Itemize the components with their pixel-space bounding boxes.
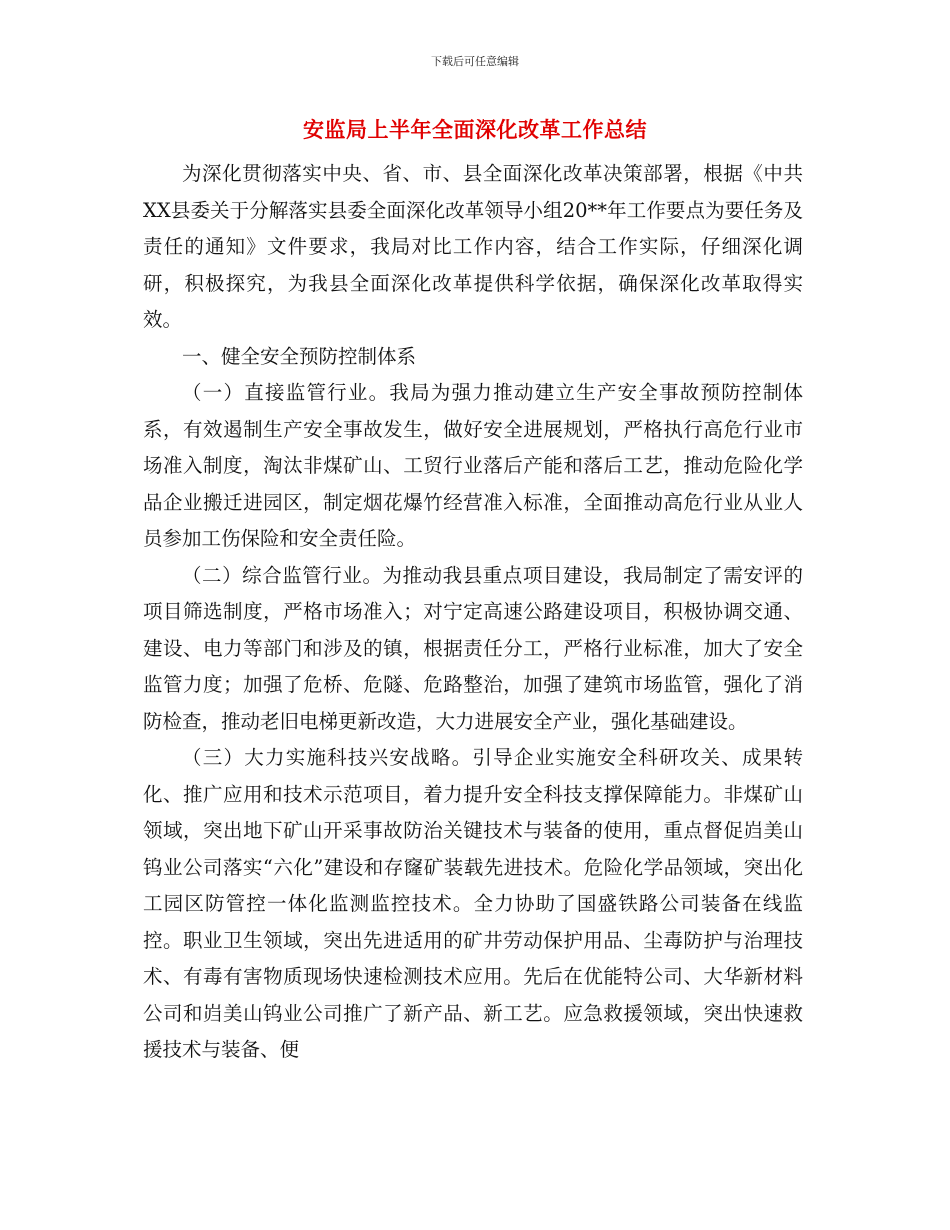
intro-paragraph: 为深化贯彻落实中央、省、市、县全面深化改革决策部署，根据《中共XX县委关于分解落实县委全面深化改革领导小组20**年工作要点为要任务及责任的通知》文件要求，我局对比工作内容，结合工作实际，仔细深化调研，积极探究，为我县全面深化改革提供科学依据，确保深化改革取得实效。 <box>143 162 803 331</box>
paragraph-direct-supervision: （一）直接监管行业。我局为强力推动建立生产安全事故预防控制体系，有效遏制生产安全事故发生，做好安全进展规划，严格执行高危行业市场准入制度，淘汰非煤矿山、工贸行业落后产能和落后工艺，推动危险化学品企业搬迁进园区，制定烟花爆竹经营准入标准，全面推动高危行业从业人员参加工伤保险和安全责任险。 <box>143 381 803 550</box>
section-heading: 一、健全安全预防控制体系 <box>182 344 417 368</box>
header-note: 下载后可任意编辑 <box>431 55 519 68</box>
paragraph-comprehensive-supervision: （二）综合监管行业。为推动我县重点项目建设，我局制定了需安评的项目筛选制度，严格市场准入；对宁定高速公路建设项目，积极协调交通、建设、电力等部门和涉及的镇，根据责任分工，严格行业标准，加大了安全监管力度；加强了危桥、危隧、危路整治，加强了建筑市场监管，强化了消防检查，推动老旧电梯更新改造，大力进展安全产业，强化基础建设。 <box>143 563 803 733</box>
document-body <box>143 156 803 1069</box>
document-title: 安监局上半年全面深化改革工作总结 <box>303 118 647 142</box>
paragraph-technology-strategy: （三）大力实施科技兴安战略。引导企业实施安全科研攻关、成果转化、推广应用和技术示范项目，着力提升安全科技支撑保障能力。非煤矿山领域，突出地下矿山开采事故防治关键技术与装备的使用，重点督促岿美山钨业公司落实“六化”建设和存窿矿装载先进技术。危险化学品领域，突出化工园区防管控一体化监测监控技术。全力协助了国盛铁路公司装备在线监控。职业卫生领域，突出先进适用的矿井劳动保护用品、尘毒防护与治理技术、有毒有害物质现场快速检测技术应用。先后在优能特公司、大华新材料公司和岿美山钨业公司推广了新产品、新工艺。应急救援领域，突出快速救援技术与装备、便 <box>143 746 803 1061</box>
